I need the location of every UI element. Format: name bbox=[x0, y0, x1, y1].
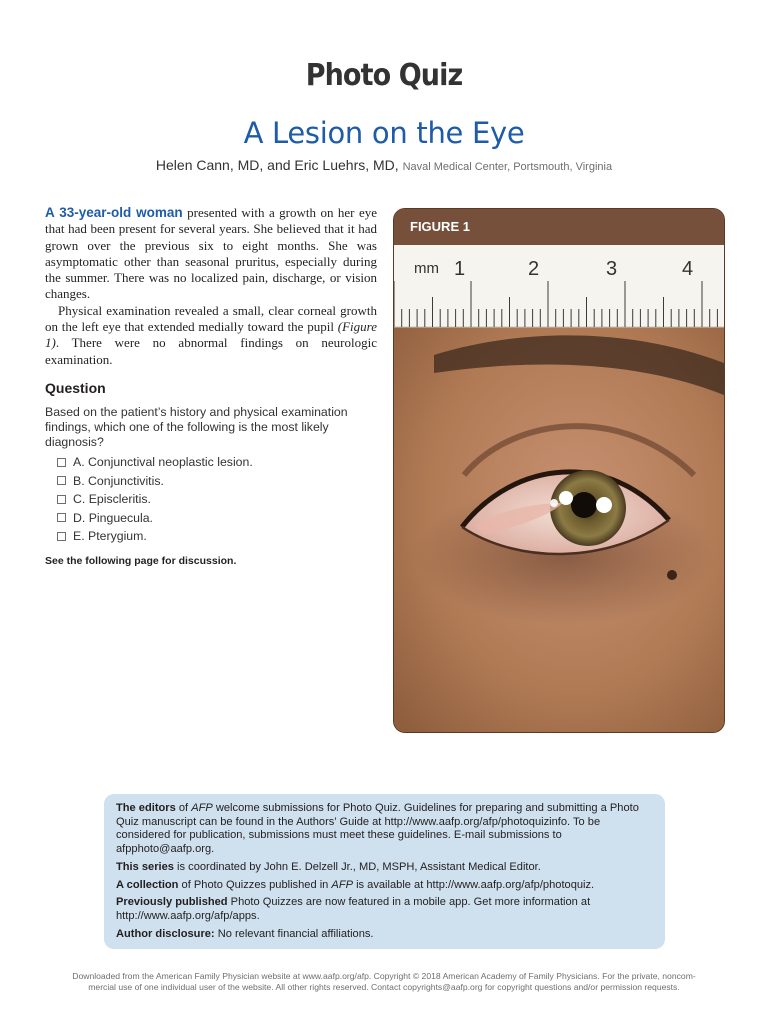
figure-1 bbox=[393, 208, 725, 733]
eye-photo bbox=[394, 245, 724, 732]
case-p2-end: . There were no abnormal findings on neurologic examination. bbox=[45, 335, 377, 367]
skin-mole bbox=[667, 570, 677, 580]
info-lead: A collection bbox=[116, 878, 179, 891]
question-heading: Question bbox=[45, 380, 106, 396]
info-lead: This series bbox=[116, 860, 174, 873]
checkbox-icon[interactable] bbox=[57, 458, 66, 467]
answer-options bbox=[57, 453, 253, 546]
see-next-page-note: See the following page for discussion. bbox=[45, 555, 237, 567]
info-lead: Author disclosure: bbox=[116, 927, 215, 940]
case-description bbox=[45, 205, 377, 368]
case-p2-text: Physical examination revealed a small, clear corneal growth on the left eye that extended medially toward the pupil bbox=[45, 302, 377, 335]
ruler-number: 4 bbox=[682, 258, 694, 280]
ruler-number: 1 bbox=[454, 258, 466, 280]
option-label: C. Episcleritis. bbox=[73, 492, 151, 507]
info-text: welcome submissions for Photo Quiz. Guidelines for preparing and submitting a Photo Quiz manuscript can be found in the Authors’ Guide at http://www.aafp.org/afp/photoquizinfo. To be considered for publication, submissions must meet these guidelines. E-mail submissions to afpphoto@aafp.org. bbox=[116, 802, 639, 856]
article-title: A Lesion on the Eye bbox=[243, 116, 525, 150]
info-collection bbox=[116, 879, 653, 893]
case-paragraph-1 bbox=[45, 205, 377, 303]
copyright-footer bbox=[30, 971, 738, 993]
checkbox-icon[interactable] bbox=[57, 495, 66, 504]
footer-line: mercial use of one individual user of the website. All other rights reserved. Contact copyrights@aafp.org for copyright questions and/or permission requests. bbox=[88, 982, 680, 992]
figure-reference[interactable]: (Figure 1) bbox=[45, 319, 377, 351]
answer-option[interactable] bbox=[57, 472, 253, 491]
case-p1-text: presented with a growth on her eye that had been present for several years. She believed that it had grown over the previous six to eight months. She was asymptomatic other than seasonal pruritus, especially during the summer. There was no localized pain, discharge, or vision changes. bbox=[45, 205, 377, 302]
answer-option[interactable] bbox=[57, 509, 253, 528]
option-label: B. Conjunctivitis. bbox=[73, 473, 164, 488]
info-text: Photo Quizzes are now featured in a mobile app. Get more information at http://www.aafp.org/afp/apps. bbox=[116, 896, 591, 922]
info-lead: Previously published bbox=[116, 896, 228, 909]
submission-info-box bbox=[104, 794, 665, 949]
journal-name: AFP bbox=[331, 878, 353, 891]
journal-name: AFP bbox=[191, 802, 213, 814]
info-app bbox=[116, 896, 653, 923]
reflection-highlight bbox=[559, 491, 573, 505]
pupil bbox=[571, 492, 597, 518]
info-text: is available at http://www.aafp.org/afp/photoquiz. bbox=[353, 878, 595, 891]
reflection-highlight bbox=[596, 497, 612, 513]
option-label: A. Conjunctival neoplastic lesion. bbox=[73, 455, 253, 470]
byline bbox=[0, 157, 768, 173]
measurement-ruler bbox=[394, 245, 724, 327]
answer-option[interactable] bbox=[57, 453, 253, 472]
info-disclosure bbox=[116, 928, 653, 942]
question-prompt: Based on the patient’s history and physical examination findings, which one of the following is the most likely diagnosis? bbox=[45, 405, 348, 449]
option-label: D. Pinguecula. bbox=[73, 510, 153, 525]
section-kicker: Photo Quiz bbox=[305, 58, 463, 93]
answer-option[interactable] bbox=[57, 527, 253, 546]
answer-option[interactable] bbox=[57, 490, 253, 509]
authors: Helen Cann, MD, and Eric Luehrs, MD, bbox=[155, 157, 399, 173]
info-text: is coordinated by John E. Delzell Jr., MD, MSPH, Assistant Medical Editor. bbox=[173, 860, 541, 873]
info-text: of bbox=[175, 802, 192, 814]
info-text: No relevant financial affiliations. bbox=[214, 927, 374, 940]
info-editors bbox=[116, 802, 653, 857]
affiliation: Naval Medical Center, Portsmouth, Virginia bbox=[402, 161, 613, 173]
info-series bbox=[116, 861, 653, 875]
checkbox-icon[interactable] bbox=[57, 532, 66, 541]
ruler-number: 3 bbox=[606, 258, 618, 280]
ruler-unit: mm bbox=[414, 260, 439, 277]
reflection-highlight bbox=[550, 499, 558, 507]
footer-line: Downloaded from the American Family Physician website at www.aafp.org/afp. Copyright © 2018 American Academy of Family Physicians. For the private, noncom- bbox=[72, 971, 696, 981]
info-text: of Photo Quizzes published in bbox=[178, 878, 332, 891]
checkbox-icon[interactable] bbox=[57, 476, 66, 485]
figure-label: FIGURE 1 bbox=[394, 209, 724, 245]
case-paragraph-2 bbox=[45, 303, 377, 368]
option-label: E. Pterygium. bbox=[73, 529, 147, 544]
checkbox-icon[interactable] bbox=[57, 513, 66, 522]
ruler-number: 2 bbox=[528, 258, 540, 280]
info-lead: The editors bbox=[116, 802, 176, 814]
case-lead: A 33-year-old woman bbox=[45, 205, 183, 220]
